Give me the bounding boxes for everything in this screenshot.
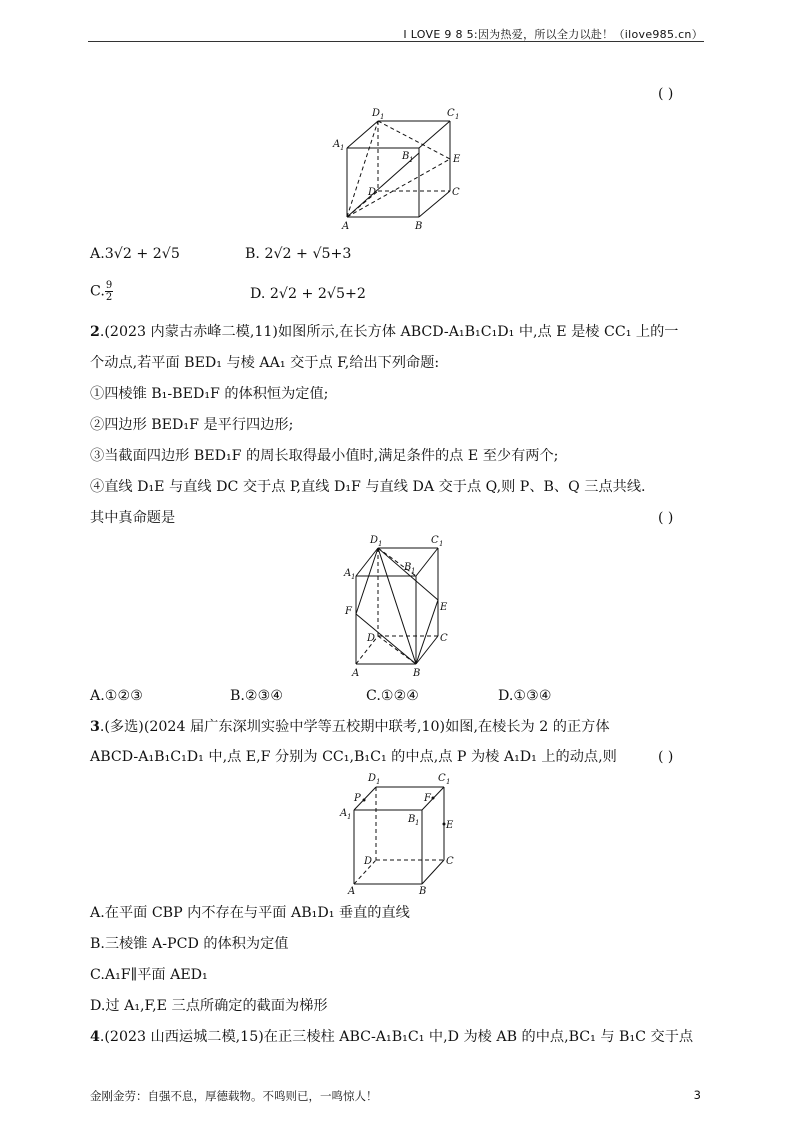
sub-1: 1 — [439, 540, 444, 548]
sub-1: 1 — [409, 156, 414, 164]
q2-answer-paren: ( ) — [658, 510, 674, 526]
q2-option-b: B.②③④ — [230, 688, 284, 704]
label-D1: D — [368, 773, 377, 784]
label-A: A — [352, 668, 360, 679]
sub-1: 1 — [347, 813, 352, 821]
label-C: C — [446, 856, 454, 867]
q2-item-4: ④直线 D₁E 与直线 DC 交于点 P,直线 D₁F 与直线 DA 交于点 Q,则 P、B、Q 三点共线. — [90, 479, 646, 495]
sub-1: 1 — [376, 778, 381, 786]
label-B1: B — [402, 151, 410, 162]
label-B: B — [413, 668, 421, 679]
point-P — [363, 799, 366, 802]
label-C: C — [440, 633, 448, 644]
sub-1: 1 — [351, 573, 356, 581]
label-F: F — [345, 606, 352, 617]
page-number: 3 — [693, 1088, 701, 1102]
q2-stem-text: .(2023 内蒙古赤峰二模,11)如图所示,在长方体 ABCD-A₁B₁C₁D₁ 中,点 E 是棱 CC₁ 上的一 — [99, 324, 679, 340]
q3-stem-line1 — [90, 717, 610, 737]
q1-option-d: D. 2√2 + 2√5+2 — [250, 286, 366, 302]
option-c-prefix: C. — [90, 283, 105, 300]
sub-1: 1 — [378, 540, 383, 548]
label-B: B — [419, 886, 427, 897]
point-F — [432, 797, 435, 800]
fraction-numerator: 9 — [105, 280, 113, 291]
q2-option-d: D.①③④ — [498, 688, 552, 704]
sub-1: 1 — [446, 778, 451, 786]
q1-option-a: A.3√2 + 2√5 — [90, 246, 180, 262]
label-A1: A — [333, 139, 341, 150]
q2-option-a: A.①②③ — [90, 688, 143, 704]
sub-1: 1 — [455, 113, 460, 121]
sub-1: 1 — [380, 113, 385, 121]
q1-option-b: B. 2√2 + √5+3 — [245, 246, 352, 262]
label-B1: B — [404, 562, 412, 573]
q2-number: 2 — [90, 324, 100, 340]
q4-stem-line1 — [90, 1027, 693, 1047]
q3-stem-text: .(多选)(2024 届广东深圳实验中学等五校期中联考,10)如图,在棱长为 2 的正方体 — [99, 719, 610, 735]
page-header: I LOVE 9 8 5:因为热爱，所以全力以赴！（ilove985.cn） — [403, 28, 703, 41]
label-E: E — [440, 602, 448, 613]
q1-answer-paren: ( ) — [658, 86, 674, 102]
sub-1: 1 — [411, 567, 416, 575]
label-E: E — [446, 820, 454, 831]
fraction-denominator: 2 — [105, 292, 113, 303]
label-D1: D — [372, 108, 381, 119]
label-F: F — [424, 793, 431, 804]
q1-cube-figure — [330, 102, 470, 236]
q2-item-3: ③当截面四边形 BED₁F 的周长取得最小值时,满足条件的点 E 至少有两个; — [90, 448, 559, 464]
q3-number: 3 — [90, 719, 100, 735]
q1-option-c — [90, 280, 113, 303]
q3-option-b: B.三棱锥 A-PCD 的体积为定值 — [90, 936, 289, 952]
page-footer: 金刚金劳：自强不息，厚德载物。不鸣则已，一鸣惊人！ — [90, 1089, 378, 1103]
label-B: B — [415, 221, 423, 232]
q2-stem-line1 — [90, 322, 678, 342]
label-D: D — [364, 856, 373, 867]
sub-1: 1 — [340, 144, 345, 152]
sub-1: 1 — [415, 819, 420, 827]
q2-item-2: ②四边形 BED₁F 是平行四边形; — [90, 417, 294, 433]
q3-answer-paren: ( ) — [658, 749, 674, 765]
q2-stem-line2: 个动点,若平面 BED₁ 与棱 AA₁ 交于点 F,给出下列命题: — [90, 355, 440, 371]
q4-stem-text: .(2023 山西运城二模,15)在正三棱柱 ABC-A₁B₁C₁ 中,D 为棱 AB 的中点,BC₁ 与 B₁C 交于点 — [99, 1029, 694, 1045]
label-D1: D — [370, 535, 379, 546]
q2-cuboid-figure — [336, 528, 466, 680]
label-A1: A — [340, 808, 348, 819]
q4-number: 4 — [90, 1029, 100, 1045]
q3-cube-figure — [336, 770, 466, 900]
q2-ask: 其中真命题是 — [90, 510, 176, 526]
q2-item-1: ①四棱锥 B₁-BED₁F 的体积恒为定值; — [90, 386, 329, 402]
label-A1: A — [344, 568, 352, 579]
label-C: C — [452, 187, 460, 198]
q3-option-a: A.在平面 CBP 内不存在与平面 AB₁D₁ 垂直的直线 — [90, 905, 410, 921]
q3-stem-line2: ABCD-A₁B₁C₁D₁ 中,点 E,F 分别为 CC₁,B₁C₁ 的中点,点 P 为棱 A₁D₁ 上的动点,则 — [90, 749, 617, 765]
label-A: A — [348, 886, 356, 897]
label-C1: C — [438, 773, 446, 784]
q3-option-d: D.过 A₁,F,E 三点所确定的截面为梯形 — [90, 998, 328, 1014]
label-D: D — [367, 633, 376, 644]
header-divider — [88, 41, 704, 42]
label-C1: C — [431, 535, 439, 546]
label-C1: C — [447, 108, 455, 119]
q3-option-c: C.A₁F∥平面 AED₁ — [90, 967, 208, 983]
label-D: D — [368, 187, 377, 198]
label-B1: B — [408, 814, 416, 825]
label-E: E — [453, 154, 461, 165]
label-P: P — [354, 793, 361, 804]
q2-option-c: C.①②④ — [366, 688, 420, 704]
label-A: A — [342, 221, 350, 232]
